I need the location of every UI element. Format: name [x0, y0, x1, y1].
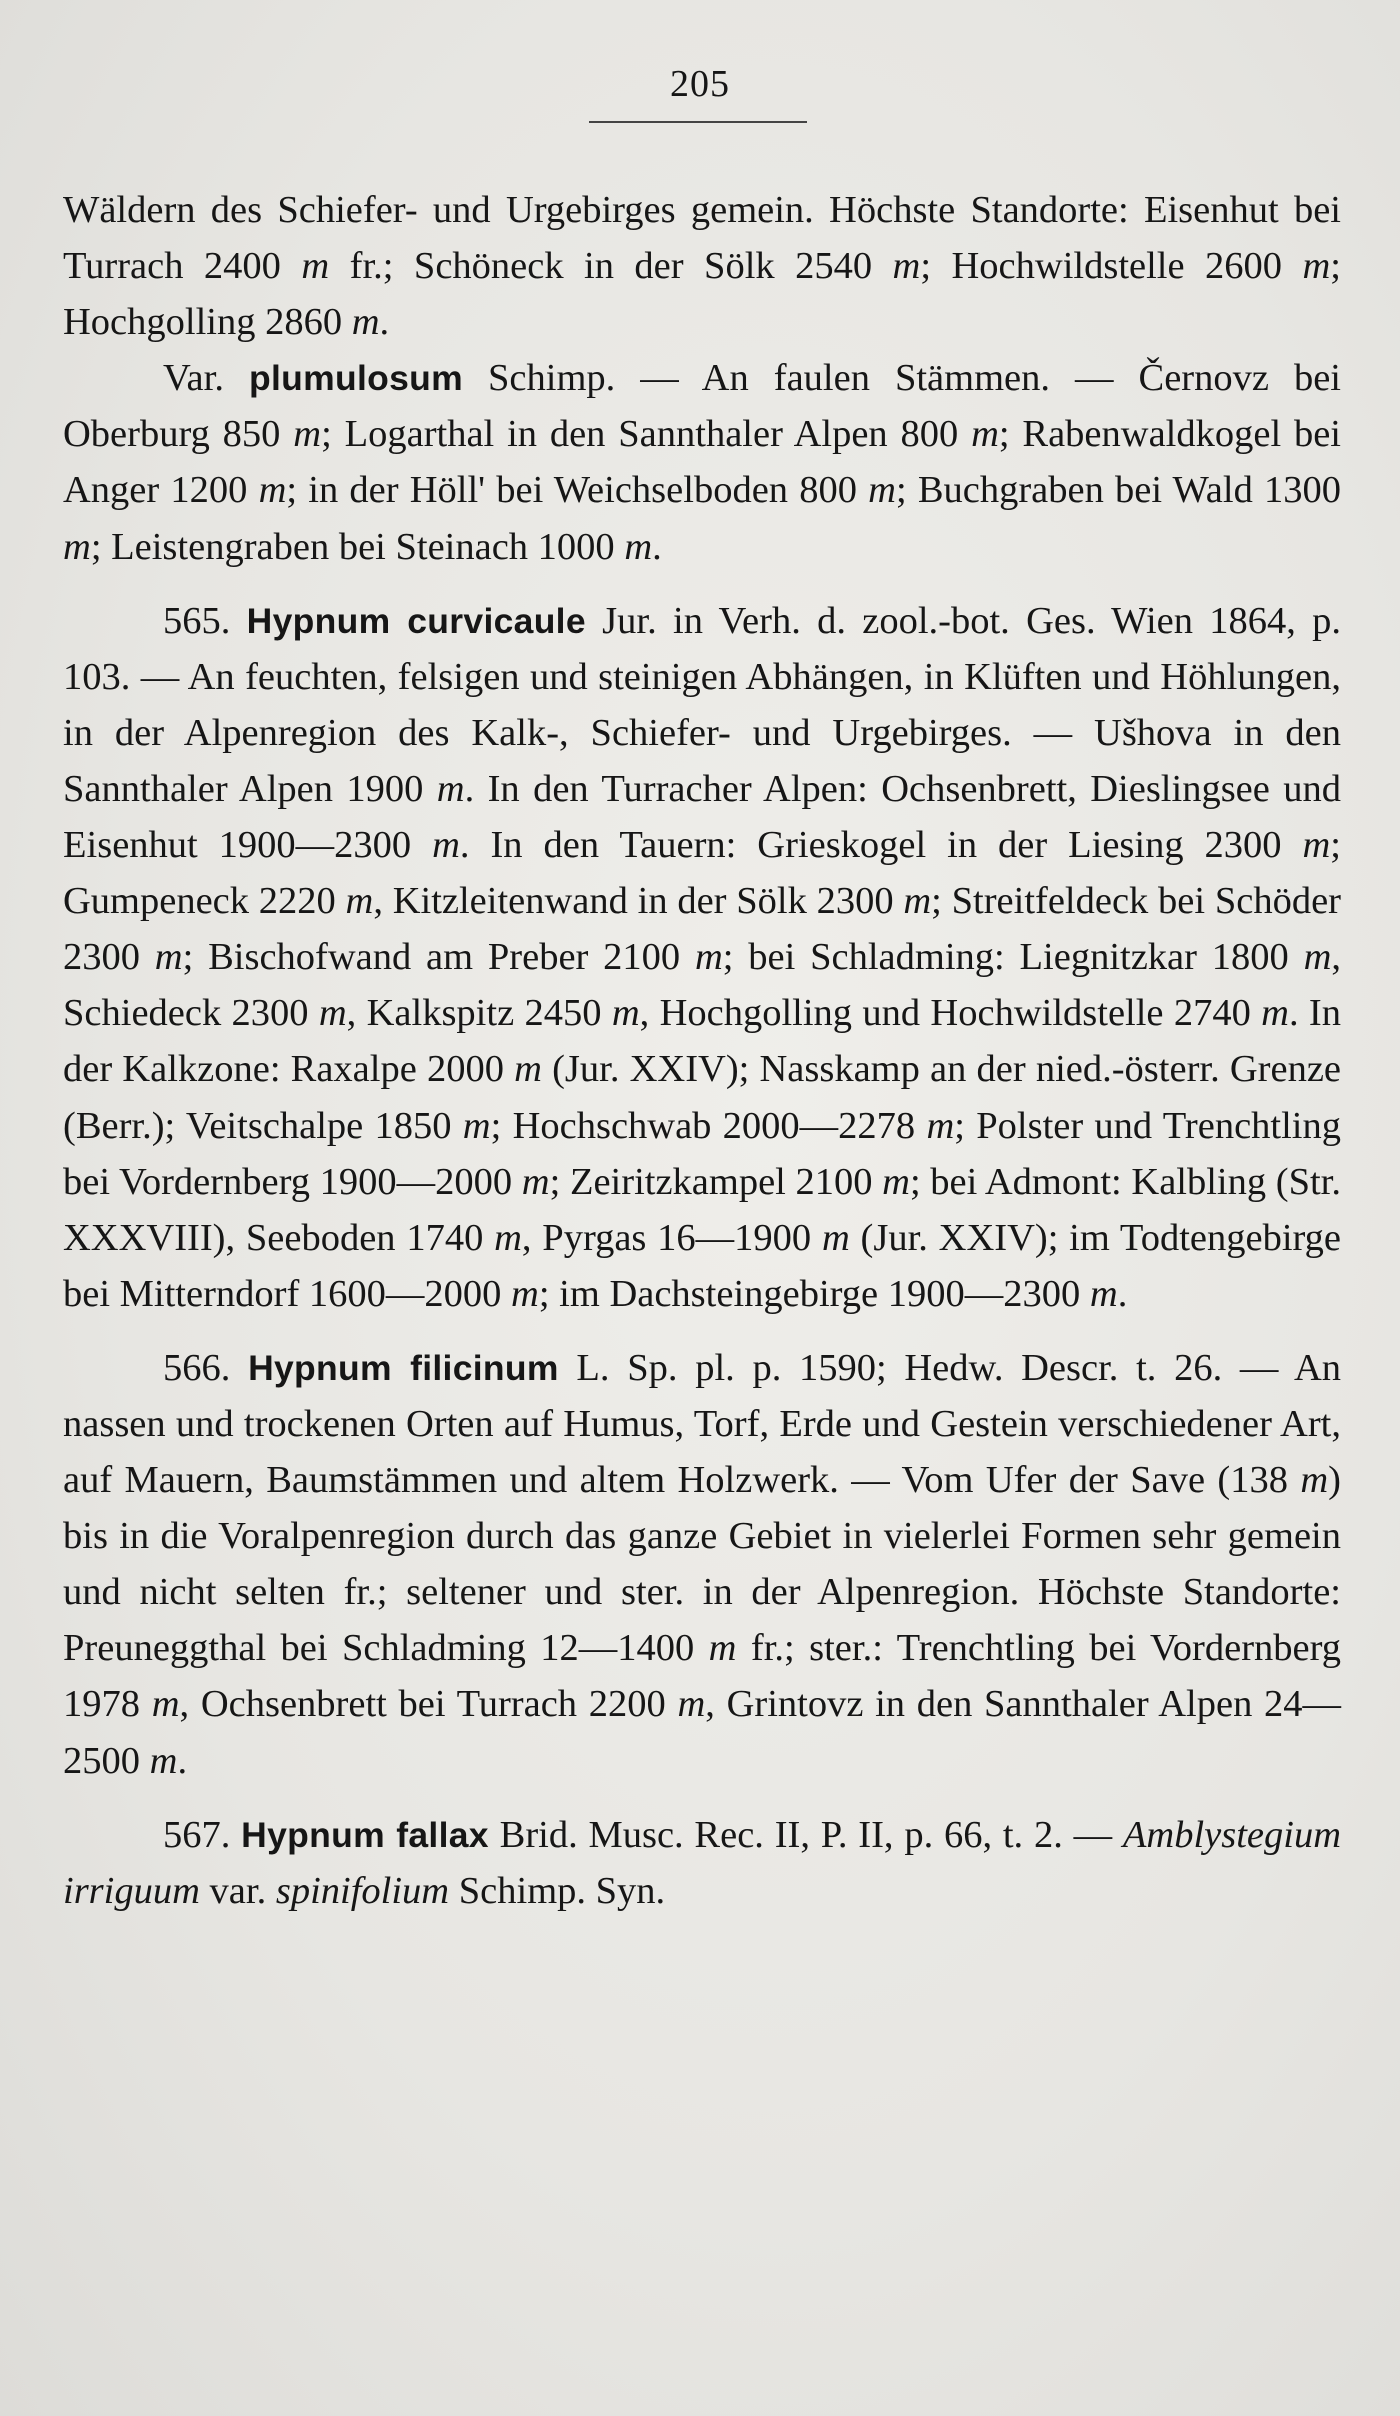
paragraph-variety-plumulosum: Var. plumulosum Schimp. — An faulen Stämmen. — Černovz bei Oberburg 850 m; Logarthal in den Sannthaler Alpen 800 m; Rabenwaldkogel bei Anger 1200 m; in der Höll' bei Weichselboden 800 m; Buchgraben bei Wald 1300 m; Leistengraben bei Steinach 1000 m. — [63, 357, 1342, 568]
entry-number: 566. — [163, 1346, 249, 1389]
entry-number: 567. — [163, 1813, 242, 1856]
species-name: Hypnum fallax — [241, 1814, 489, 1855]
entry-565: 565. Hypnum curvicaule Jur. in Verh. d. zool.-bot. Ges. Wien 1864, p. 103. — An feuchten, felsigen und steinigen Abhängen, in Klüften und Höhlungen, in der Alpenregion des Kalk-, Schiefer- und Urgebirges. — Ušhova in den Sannthaler Alpen 1900 m. In den Turracher Alpen: Ochsenbrett, Dieslingsee und Eisenhut 1900—2300 m. In den Tauern: Grieskogel in der Liesing 2300 m; Gumpeneck 2220 m, Kitzleitenwand in der Sölk 2300 m; Streitfeldeck bei Schöder 2300 m; Bischofwand am Preber 2100 m; bei Schladming: Liegnitzkar 1800 m, Schiedeck 2300 m, Kalkspitz 2450 m, Hochgolling und Hochwildstelle 2740 m. In der Kalkzone: Raxalpe 2000 m (Jur. XXIV); Nasskamp an der nied.-österr. Grenze (Berr.); Veitschalpe 1850 m; Hochschwab 2000—2278 m; Polster und Trenchtling bei Vordernberg 1900—2000 m; Zeiritzkampel 2100 m; bei Admont: Kalbling (Str. XXXVIII), Seeboden 1740 m, Pyrgas 16—1900 m (Jur. XXIV); im Todtengebirge bei Mitterndorf 1600—2000 m; im Dachsteingebirge 1900—2300 m. — [63, 599, 1342, 1315]
entry-566: 566. Hypnum filicinum L. Sp. pl. p. 1590; Hedw. Descr. t. 26. — An nassen und trockenen Orten auf Humus, Torf, Erde und Gestein verschiedener Art, auf Mauern, Baumstämmen und altem Holzwerk. — Vom Ufer der Save (138 m) bis in die Voralpenregion durch das ganze Gebiet in vielerlei Formen sehr gemein und nicht selten fr.; seltener und ster. in der Alpenregion. Höchste Standorte: Preuneggthal bei Schladming 12—1400 m fr.; ster.: Trenchtling bei Vordernberg 1978 m, Ochsenbrett bei Turrach 2200 m, Grintovz in den Sannthaler Alpen 24—2500 m. — [63, 1346, 1342, 1782]
variety-name: plumulosum — [248, 358, 463, 399]
species-name: Hypnum filicinum — [248, 1347, 559, 1388]
entry-number: 565. — [163, 599, 247, 642]
page-number: 205 — [670, 63, 730, 105]
synonym-variety: spinifolium — [275, 1869, 450, 1912]
paragraph-continuation: Wäldern des Schiefer- und Urgebirges gemein. Höchste Standorte: Eisenhut bei Turrach 2400 m fr.; Schöneck in der Sölk 2540 m; Hochwildstelle 2600 m; Hochgolling 2860 m. — [63, 189, 1341, 344]
entry-567: 567. Hypnum fallax Brid. Musc. Rec. II, P. II, p. 66, t. 2. — Amblystegium irriguum var. spinifolium Schimp. Syn. — [63, 1813, 1342, 1912]
body-text — [63, 182, 1341, 1919]
header-rule — [589, 121, 807, 123]
species-name: Hypnum curvicaule — [246, 600, 586, 641]
synonym-species: irriguum — [63, 1869, 200, 1912]
synonym-genus: Amblystegium — [1122, 1813, 1342, 1856]
